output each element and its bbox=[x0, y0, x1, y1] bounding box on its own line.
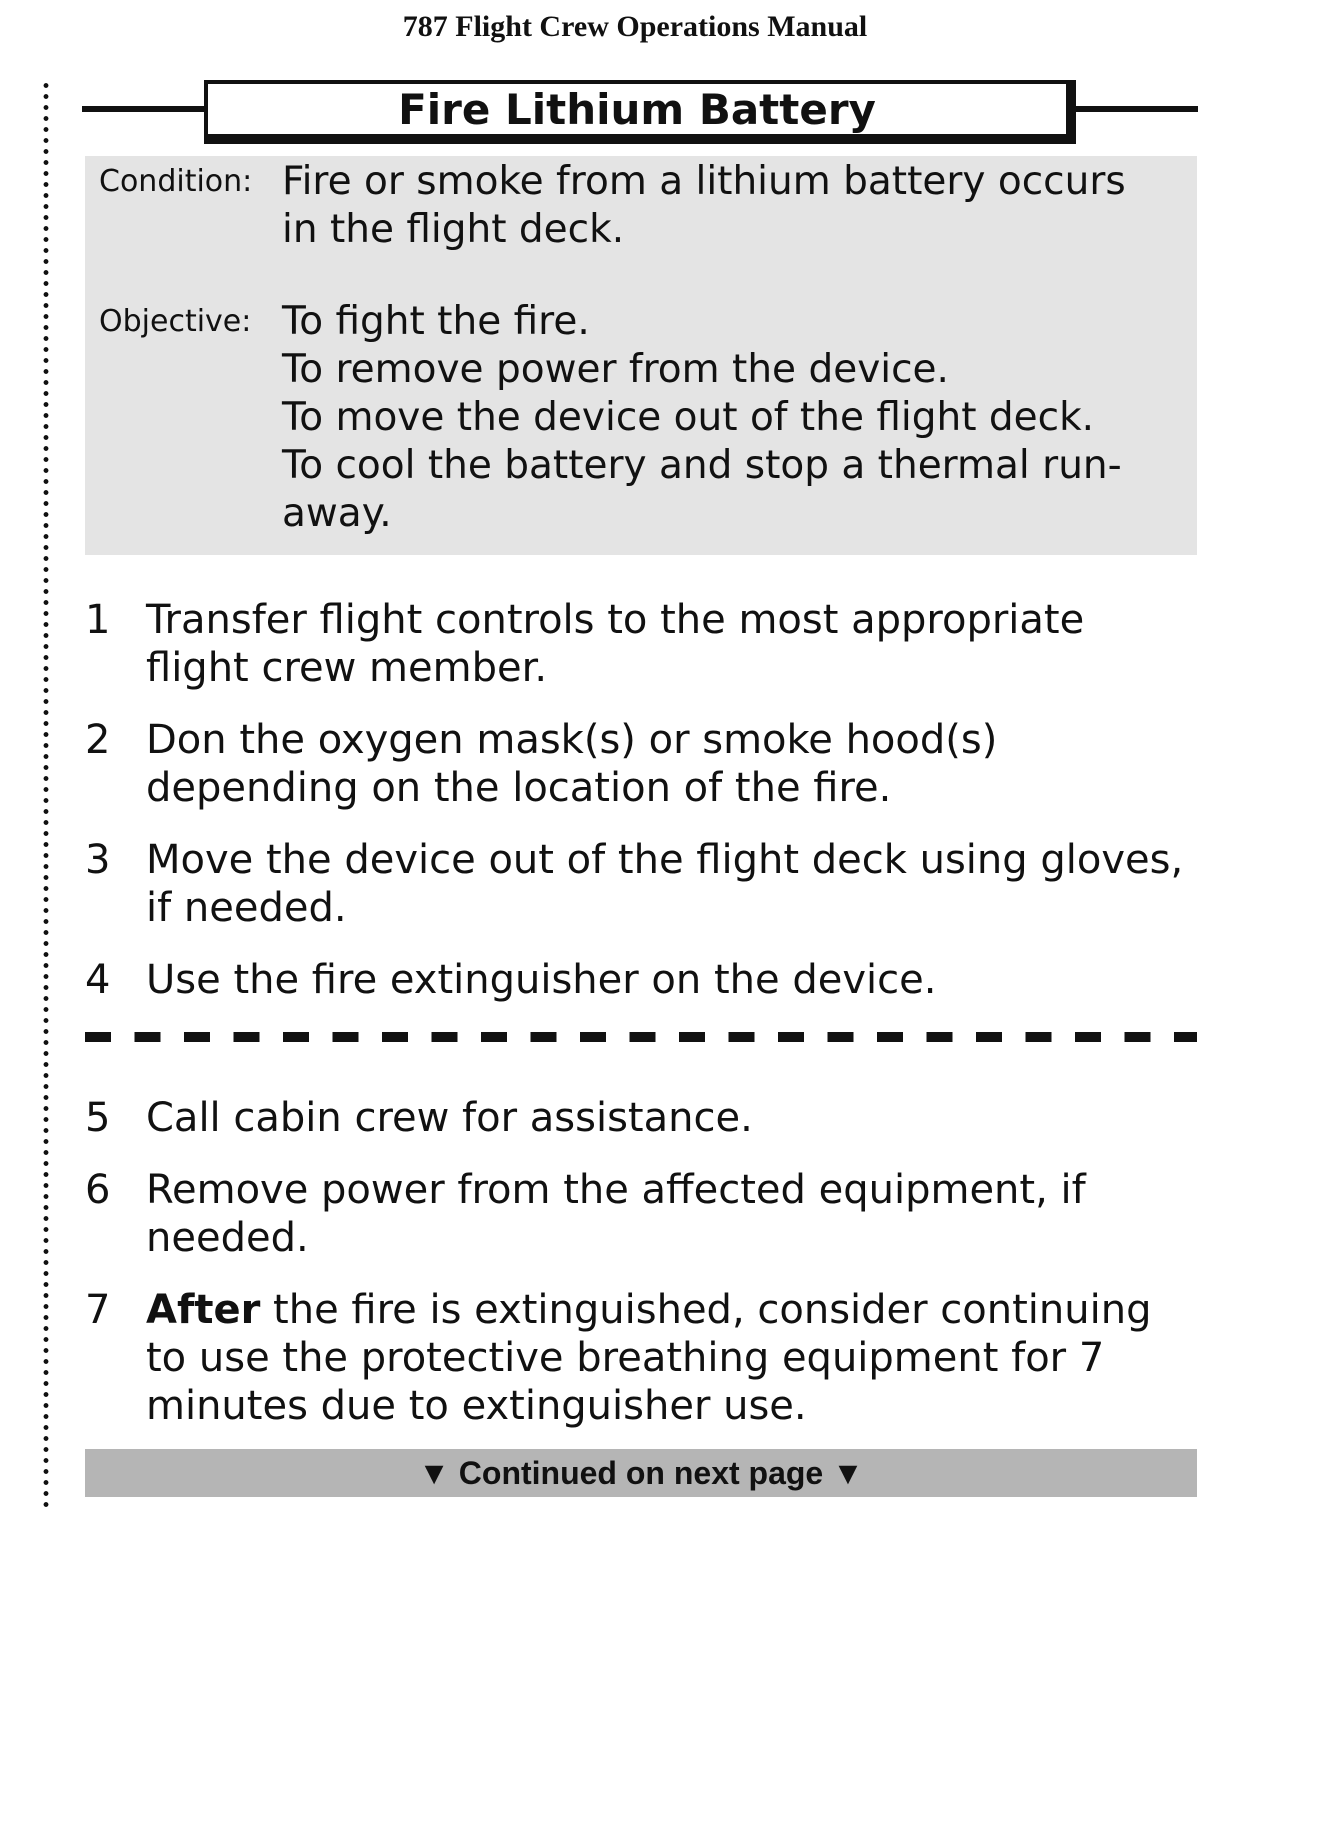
checklist-steps bbox=[85, 596, 1197, 1004]
step-line-rest: the fire is extinguished, consider continuing bbox=[260, 1287, 1152, 1333]
step-text bbox=[146, 716, 1186, 812]
dashed-separator bbox=[85, 1032, 1197, 1042]
step-number: 3 bbox=[85, 837, 111, 883]
step-line: Move the device out of the flight deck using gloves, bbox=[146, 837, 1184, 883]
checklist-step bbox=[85, 1166, 1197, 1262]
checklist-title-box bbox=[204, 80, 1076, 144]
step-text bbox=[146, 1166, 1186, 1262]
step-line: Don the oxygen mask(s) or smoke hood(s) bbox=[146, 717, 998, 763]
checklist-title: Fire Lithium Battery bbox=[398, 85, 876, 134]
condition-line: Fire or smoke from a lithium battery occurs bbox=[282, 159, 1126, 204]
checklist-steps-continued bbox=[85, 1094, 1197, 1430]
condition-text bbox=[282, 158, 1192, 254]
step-line: minutes due to extinguisher use. bbox=[146, 1383, 807, 1429]
step-number: 2 bbox=[85, 717, 111, 763]
checklist-step bbox=[85, 1286, 1197, 1430]
manual-title: 787 Flight Crew Operations Manual bbox=[402, 10, 868, 43]
condition-label: Condition: bbox=[99, 164, 253, 199]
step-line: Call cabin crew for assistance. bbox=[146, 1095, 753, 1141]
step-text bbox=[146, 956, 1186, 1004]
objective-line: To remove power from the device. bbox=[282, 347, 949, 392]
condition-line: in the flight deck. bbox=[282, 207, 625, 252]
objective-line: To cool the battery and stop a thermal run- bbox=[282, 443, 1122, 488]
step-text bbox=[146, 836, 1186, 932]
objective-label: Objective: bbox=[99, 304, 252, 339]
objective-line: away. bbox=[282, 491, 392, 536]
step-text bbox=[146, 1094, 1186, 1142]
step-number: 7 bbox=[85, 1287, 111, 1333]
checklist-step bbox=[85, 956, 1197, 1004]
objective-line: To move the device out of the flight deck. bbox=[282, 395, 1095, 440]
step-bold-word: After bbox=[146, 1287, 261, 1333]
step-text bbox=[146, 596, 1186, 692]
step-text bbox=[146, 1286, 1186, 1430]
checklist-step bbox=[85, 596, 1197, 692]
step-line: Remove power from the affected equipment, if bbox=[146, 1167, 1086, 1213]
condition-objective-box bbox=[85, 156, 1197, 555]
step-line: Use the fire extinguisher on the device. bbox=[146, 957, 937, 1003]
step-line: to use the protective breathing equipment for 7 bbox=[146, 1335, 1105, 1381]
objective-line: To fight the fire. bbox=[282, 299, 590, 344]
step-line: needed. bbox=[146, 1215, 309, 1261]
step-number: 5 bbox=[85, 1095, 111, 1141]
continued-on-next-page: ▼ Continued on next page ▼ bbox=[85, 1449, 1197, 1497]
step-line: if needed. bbox=[146, 885, 347, 931]
checklist-step bbox=[85, 716, 1197, 812]
step-number: 4 bbox=[85, 957, 111, 1003]
step-number: 1 bbox=[85, 597, 111, 643]
step-line bbox=[146, 1286, 1186, 1334]
objective-text bbox=[282, 298, 1192, 538]
step-line: Transfer flight controls to the most appropriate bbox=[146, 597, 1085, 643]
checklist-step bbox=[85, 836, 1197, 932]
title-rule-left bbox=[82, 106, 208, 112]
step-line: depending on the location of the fire. bbox=[146, 765, 892, 811]
step-number: 6 bbox=[85, 1167, 111, 1213]
checklist-step bbox=[85, 1094, 1197, 1142]
step-line: flight crew member. bbox=[146, 645, 548, 691]
title-rule-right bbox=[1070, 106, 1198, 112]
change-bar bbox=[42, 80, 50, 1510]
